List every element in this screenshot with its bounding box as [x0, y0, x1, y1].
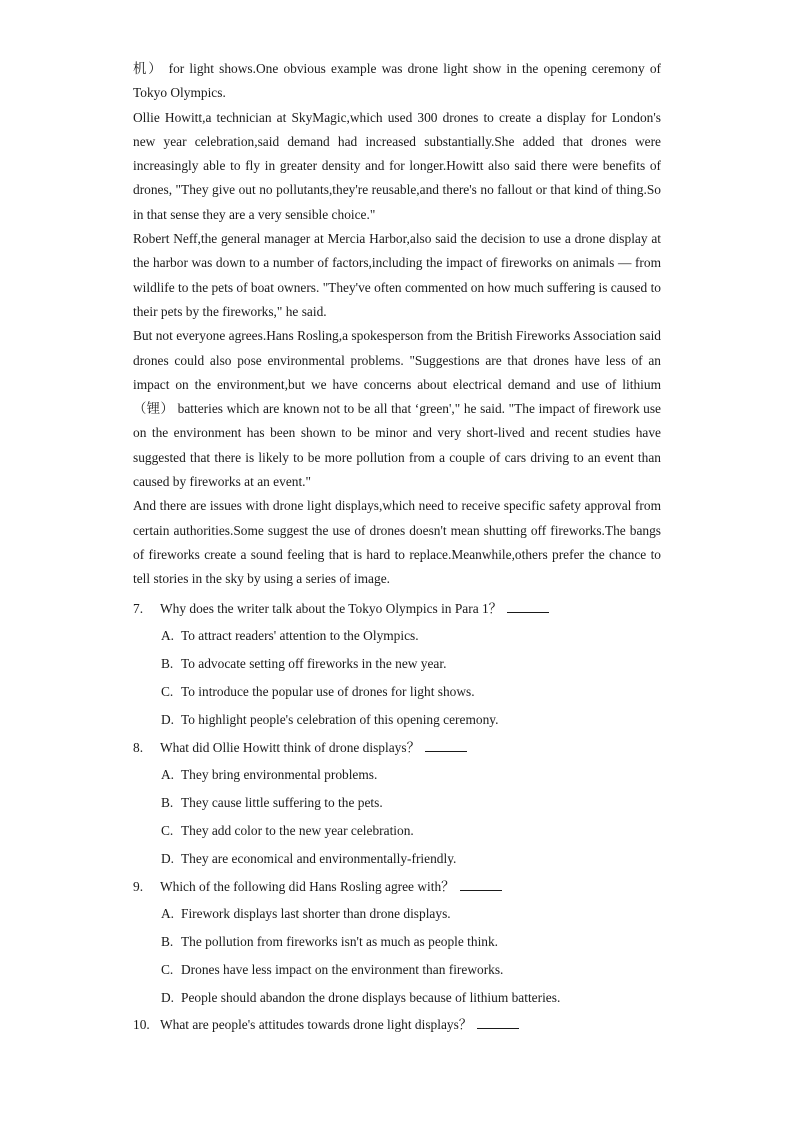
option-list — [133, 761, 661, 872]
option-letter: A. — [161, 767, 175, 783]
option-text: To introduce the popular use of drones for light shows. — [181, 683, 475, 699]
option-letter: C. — [161, 822, 174, 838]
option-letter: A. — [161, 906, 175, 922]
option-letter: D. — [161, 850, 175, 866]
question-number: 9. — [133, 878, 144, 894]
question-text: Why does the writer talk about the Tokyo Olympics in Para 1？ — [160, 600, 503, 616]
question-text: What did Ollie Howitt think of drone displays？ — [160, 739, 420, 755]
passage-paragraph: But not everyone agrees.Hans Rosling,a spokesperson from the British Fireworks Association said drones could also pose environmental problems. "Suggestions are that drones have less of an impact on the environment,but we have concerns about electrical demand and use of lithium （锂） batteries which are known not to be all that ‘green'," he said. "The impact of firework use on the environment has been shown to be minor and very short-lived and recent studies have suggested that there is likely to be more pollution from a couple of cars driving to an event than caused by fireworks at an event." — [133, 328, 661, 490]
question-9 — [133, 873, 661, 1012]
question-stem — [133, 734, 661, 762]
option-text: To attract readers' attention to the Olympics. — [181, 628, 419, 644]
option-b[interactable] — [161, 928, 661, 956]
question-7 — [133, 595, 661, 734]
option-list — [133, 622, 661, 733]
option-text: The pollution from fireworks isn't as much as people think. — [181, 934, 499, 950]
option-b[interactable] — [161, 789, 661, 817]
option-d[interactable] — [161, 984, 661, 1012]
passage-paragraph: And there are issues with drone light displays,which need to receive specific safety approval from certain authorities.Some suggest the use of drones doesn't mean shutting off fireworks.The bangs of fireworks create a sound feeling that is hard to replace.Meanwhile,others prefer the chance to tell stories in the sky by using a series of image. — [133, 498, 661, 587]
option-c[interactable] — [161, 956, 661, 984]
question-10 — [133, 1011, 661, 1039]
option-c[interactable] — [161, 678, 661, 706]
option-a[interactable] — [161, 900, 661, 928]
option-text: They are economical and environmentally-friendly. — [181, 850, 457, 866]
option-text: Firework displays last shorter than drone displays. — [181, 906, 451, 922]
option-list — [133, 900, 661, 1011]
option-text: They cause little suffering to the pets. — [181, 795, 383, 811]
option-c[interactable] — [161, 817, 661, 845]
passage-paragraph: Ollie Howitt,a technician at SkyMagic,which used 300 drones to create a display for London's new year celebration,said demand had increased substantially.She added that drones were increasingly able to fly in greater density and for longer.Howitt also said there were benefits of drones, "They give out no pollutants,they're reusable,and there's no fallout or that kind of thing.So in that sense they are a very sensible choice." — [133, 109, 661, 222]
option-a[interactable] — [161, 761, 661, 789]
option-text: People should abandon the drone displays because of lithium batteries. — [181, 989, 561, 1005]
question-number: 10. — [133, 1017, 150, 1033]
option-text: To advocate setting off fireworks in the new year. — [181, 656, 447, 672]
option-text: To highlight people's celebration of this opening ceremony. — [181, 711, 499, 727]
question-stem — [133, 1011, 661, 1039]
answer-blank[interactable] — [460, 878, 502, 891]
question-text: What are people's attitudes towards drone light displays？ — [160, 1017, 473, 1033]
question-text: Which of the following did Hans Rosling agree with？ — [160, 878, 455, 894]
answer-blank[interactable] — [477, 1016, 519, 1029]
option-d[interactable] — [161, 706, 661, 734]
question-8 — [133, 734, 661, 873]
question-stem — [133, 595, 661, 623]
answer-blank[interactable] — [425, 739, 467, 752]
option-letter: C. — [161, 961, 174, 977]
answer-blank[interactable] — [507, 600, 549, 613]
option-letter: B. — [161, 934, 174, 950]
option-letter: C. — [161, 683, 174, 699]
question-number: 8. — [133, 739, 144, 755]
option-text: They add color to the new year celebration. — [181, 822, 414, 838]
option-b[interactable] — [161, 650, 661, 678]
reading-passage — [133, 57, 661, 592]
option-letter: D. — [161, 711, 175, 727]
option-text: Drones have less impact on the environment than fireworks. — [181, 961, 504, 977]
option-letter: D. — [161, 989, 175, 1005]
question-number: 7. — [133, 600, 144, 616]
question-stem — [133, 873, 661, 901]
passage-paragraph: 机） for light shows.One obvious example was drone light show in the opening ceremony of Tokyo Olympics. — [133, 61, 661, 101]
option-a[interactable] — [161, 622, 661, 650]
option-text: They bring environmental problems. — [181, 767, 378, 783]
question-list — [133, 595, 661, 1040]
option-letter: B. — [161, 795, 174, 811]
document-page — [133, 57, 661, 1039]
option-d[interactable] — [161, 845, 661, 873]
passage-paragraph: Robert Neff,the general manager at Mercia Harbor,also said the decision to use a drone display at the harbor was down to a number of factors,including the impact of fireworks on animals — from wildlife to the pets of boat owners. "They've often commented on how much suffering is caused to their pets by the fireworks," he said. — [133, 231, 661, 319]
option-letter: A. — [161, 628, 175, 644]
option-letter: B. — [161, 656, 174, 672]
